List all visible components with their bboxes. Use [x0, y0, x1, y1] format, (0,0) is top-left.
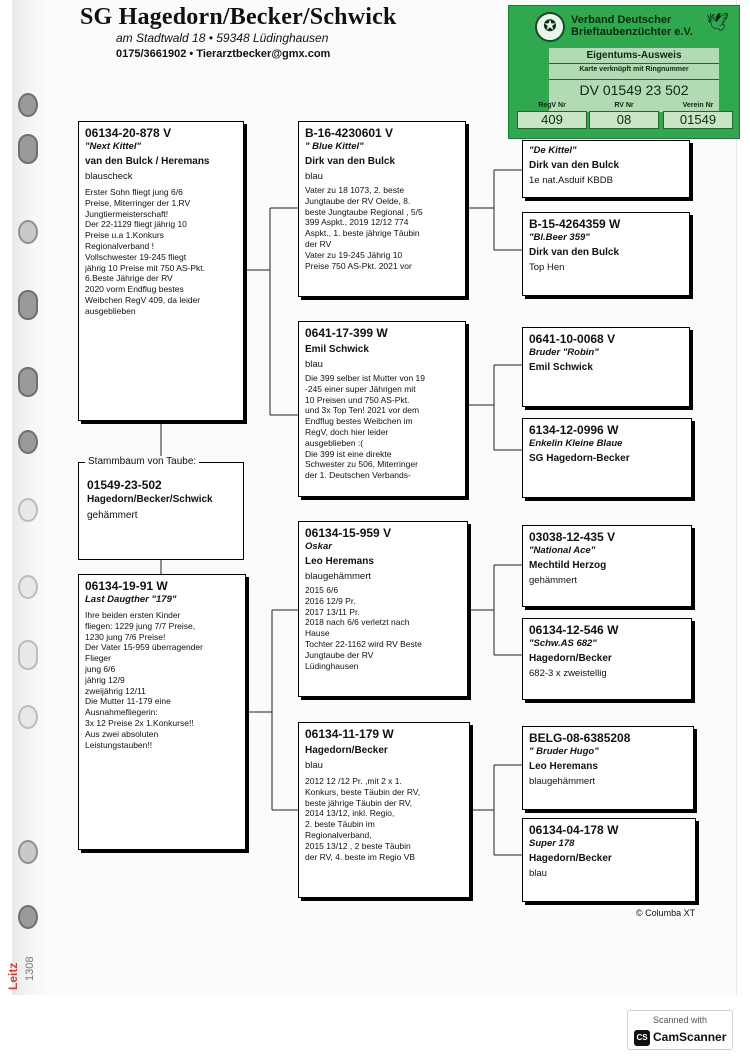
copyright: © Columba XT	[636, 908, 696, 918]
pigeon-name: Oskar	[305, 541, 332, 552]
breeder: Dirk van den Bulck	[305, 156, 396, 167]
pedigree-box-granddam-maternal	[298, 722, 470, 898]
pedigree-box-ggp	[522, 418, 692, 498]
color: blauscheck	[85, 171, 133, 182]
pedigree-box-sire	[78, 121, 244, 421]
breeder: Leo Heremans	[529, 761, 598, 772]
pedigree-box-ggp	[522, 140, 690, 198]
breeder: Hagedorn/Becker	[529, 653, 612, 664]
pedigree-box-ggp	[522, 818, 696, 902]
color: Top Hen	[529, 262, 565, 273]
card-field-rv: RV Nr 08	[589, 102, 659, 129]
binder-brand-text: Leitz	[6, 962, 20, 990]
camscanner-badge	[627, 1010, 733, 1050]
breeder: Emil Schwick	[305, 344, 369, 355]
card-ring-number: DV 01549 23 502	[579, 82, 689, 98]
pedigree-box-grandsire-maternal	[298, 521, 468, 697]
performance-note: Vater zu 18 1073, 2. beste Jungtaube der RV Oelde, 8. beste Jungtaube Regional , 5/5 399 Aspkt., 2019 12/12 774 Aspkt., 1. beste jährige Täubin der RV Vater zu 19-245 Jährig 10 Preise 750 AS-Pkt. 2021 vor	[305, 185, 423, 271]
performance-note: Die 399 selber ist Mutter von 19 -245 einer super Jährigen mit 10 Preisen und 750 AS-Pkt. und 3x Top Ten! 2021 vor dem Endflug bestes Weibchen im RegV, doch hier leider ausgeblieben :( Die 399 ist eine direkte Schwester zu 506, Miterringer der 1. Deutschen Verbands-	[305, 373, 426, 481]
breeder: Dirk van den Bulck	[529, 247, 620, 258]
pigeon-name: Enkelin Kleine Blaue	[529, 438, 623, 449]
color: gehämmert	[87, 510, 138, 521]
pedigree-box-grandsire-paternal	[298, 121, 466, 297]
breeder: Hagedorn/Becker/Schwick	[87, 494, 213, 505]
camscanner-logo-icon: CS	[634, 1030, 650, 1046]
pigeon-name: "National Ace"	[529, 545, 596, 556]
performance-note: 2012 12 /12 Pr. ,mit 2 x 1. Konkurs, beste Täubin der RV, beste jährige Täubin der RV, 2014 13/12, inkl. Regio, 2. beste Täubin im Regionalverband, 2015 13/12 , 2 beste Täubin der RV, 4. beste im Regio VB	[305, 776, 421, 862]
pigeon-name: " Blue Kittel"	[305, 141, 364, 152]
pigeon-icon: 🕊	[706, 12, 729, 32]
pedigree-box-granddam-paternal	[298, 321, 466, 497]
ring-number: 06134-04-178 W	[529, 823, 619, 837]
color: blau	[305, 171, 323, 182]
color: gehämmert	[529, 575, 578, 586]
binder-code-text: 1308	[24, 956, 36, 981]
performance-note: Erster Sohn fliegt jung 6/6 Preise, Miterringer der 1.RV Jungtiermeisterschaft! Der 22-1129 fliegt jährig 10 Preise u.a 1.Konkurs Regionalverband ! Vollschwester 19-245 fliegt jährig 10 Preise mit 750 AS-Pkt. 6.Beste Jährige der RV 2020 vorm Endflug bestes Weibchen RegV 409, da leider ausgeblieben	[85, 187, 206, 316]
subject-box	[78, 456, 244, 560]
color: blau	[305, 359, 323, 370]
breeder: Hagedorn/Becker	[305, 745, 388, 756]
pigeon-name: "Next Kittel"	[85, 141, 141, 152]
ring-number: 06134-12-546 W	[529, 623, 619, 637]
pigeon-name: "Bl.Beer 359"	[529, 232, 590, 243]
ring-number: 01549-23-502	[87, 478, 162, 492]
vdb-logo-icon: ✪	[535, 12, 565, 42]
breeder: Emil Schwick	[529, 362, 593, 373]
color: blaugehämmert	[529, 776, 596, 787]
ring-number: 6134-12-0996 W	[529, 423, 619, 437]
card-subtitle: Eigentums-Ausweis	[586, 50, 682, 61]
performance-note: Ihre beiden ersten Kinder fliegen: 1229 jung 7/7 Preise, 1230 jung 7/6 Preise! Der Vater 15-959 überragender Flieger jung 6/6 jährig 12/9 zweijährig 12/11 Die Mutter 11-179 eine Ausnahmefliegerin: 3x 12 Preise 2x 1.Konkurse!! Aus zwei absoluten Leistungstauben!!	[85, 610, 203, 750]
pigeon-name: " Bruder Hugo"	[529, 746, 599, 757]
pigeon-name: Bruder "Robin"	[529, 347, 599, 358]
pedigree-box-ggp	[522, 327, 690, 407]
ring-number: 0641-10-0068 V	[529, 332, 616, 346]
ring-number: 03038-12-435 V	[529, 530, 616, 544]
vdb-title: Verband Deutscher Brieftaubenzüchter e.V.	[571, 14, 693, 38]
card-caption: Karte verknüpft mit Ringnummer	[579, 66, 689, 73]
card-field-verein: Verein Nr 01549	[663, 102, 733, 129]
pigeon-name: Last Daugther "179"	[85, 594, 177, 605]
pedigree-box-ggp	[522, 618, 692, 700]
pigeon-name: "Schw.AS 682"	[529, 638, 597, 649]
ring-number: 06134-15-959 V	[305, 526, 392, 540]
ring-number: B-16-4230601 V	[305, 126, 394, 140]
pigeon-name: Super 178	[529, 838, 575, 849]
color: blau	[529, 868, 547, 879]
ring-number: 06134-11-179 W	[305, 727, 394, 741]
scanner-brand: CamScanner	[653, 1030, 727, 1044]
breeder: Mechtild Herzog	[529, 560, 607, 571]
color: 1e nat.Asduif KBDB	[529, 175, 613, 186]
pedigree-box-ggp	[522, 525, 692, 607]
color: blau	[305, 760, 323, 771]
pedigree-box-ggp	[522, 726, 694, 810]
card-field-regv: RegV Nr 409	[517, 102, 587, 129]
breeder: SG Hagedorn-Becker	[529, 453, 630, 464]
ring-number: 06134-20-878 V	[85, 126, 172, 140]
breeder: Hagedorn/Becker	[529, 853, 612, 864]
ring-number: BELG-08-6385208	[529, 731, 631, 745]
breeder: Dirk van den Bulck	[529, 160, 620, 171]
header-contact: 0175/3661902 • Tierarztbecker@gmx.com	[116, 48, 331, 60]
ring-number: 0641-17-399 W	[305, 326, 388, 340]
breeder: Leo Heremans	[305, 556, 374, 567]
pedigree-box-dam	[78, 574, 246, 850]
scanner-caption: Scanned with	[652, 1015, 708, 1025]
ring-number: B-15-4264359 W	[529, 217, 621, 231]
page-title: SG Hagedorn/Becker/Schwick	[80, 4, 397, 30]
header-address: am Stadtwald 18 • 59348 Lüdinghausen	[116, 31, 329, 45]
ring-number: 06134-19-91 W	[85, 579, 168, 593]
color: 682-3 x zweistellig	[529, 668, 607, 679]
subject-legend: Stammbaum von Taube:	[85, 456, 199, 467]
breeder: van den Bulck / Heremans	[85, 156, 210, 167]
pedigree-box-ggp	[522, 212, 690, 296]
color: blaugehämmert	[305, 571, 372, 582]
performance-note: 2015 6/6 2016 12/9 Pr. 2017 13/11 Pr. 2018 nach 6/6 verletzt nach Hause Tochter 22-1162 wird RV Beste Jungtaube der RV Lüdinghausen	[305, 585, 422, 671]
pigeon-name: "De Kittel"	[529, 145, 577, 156]
